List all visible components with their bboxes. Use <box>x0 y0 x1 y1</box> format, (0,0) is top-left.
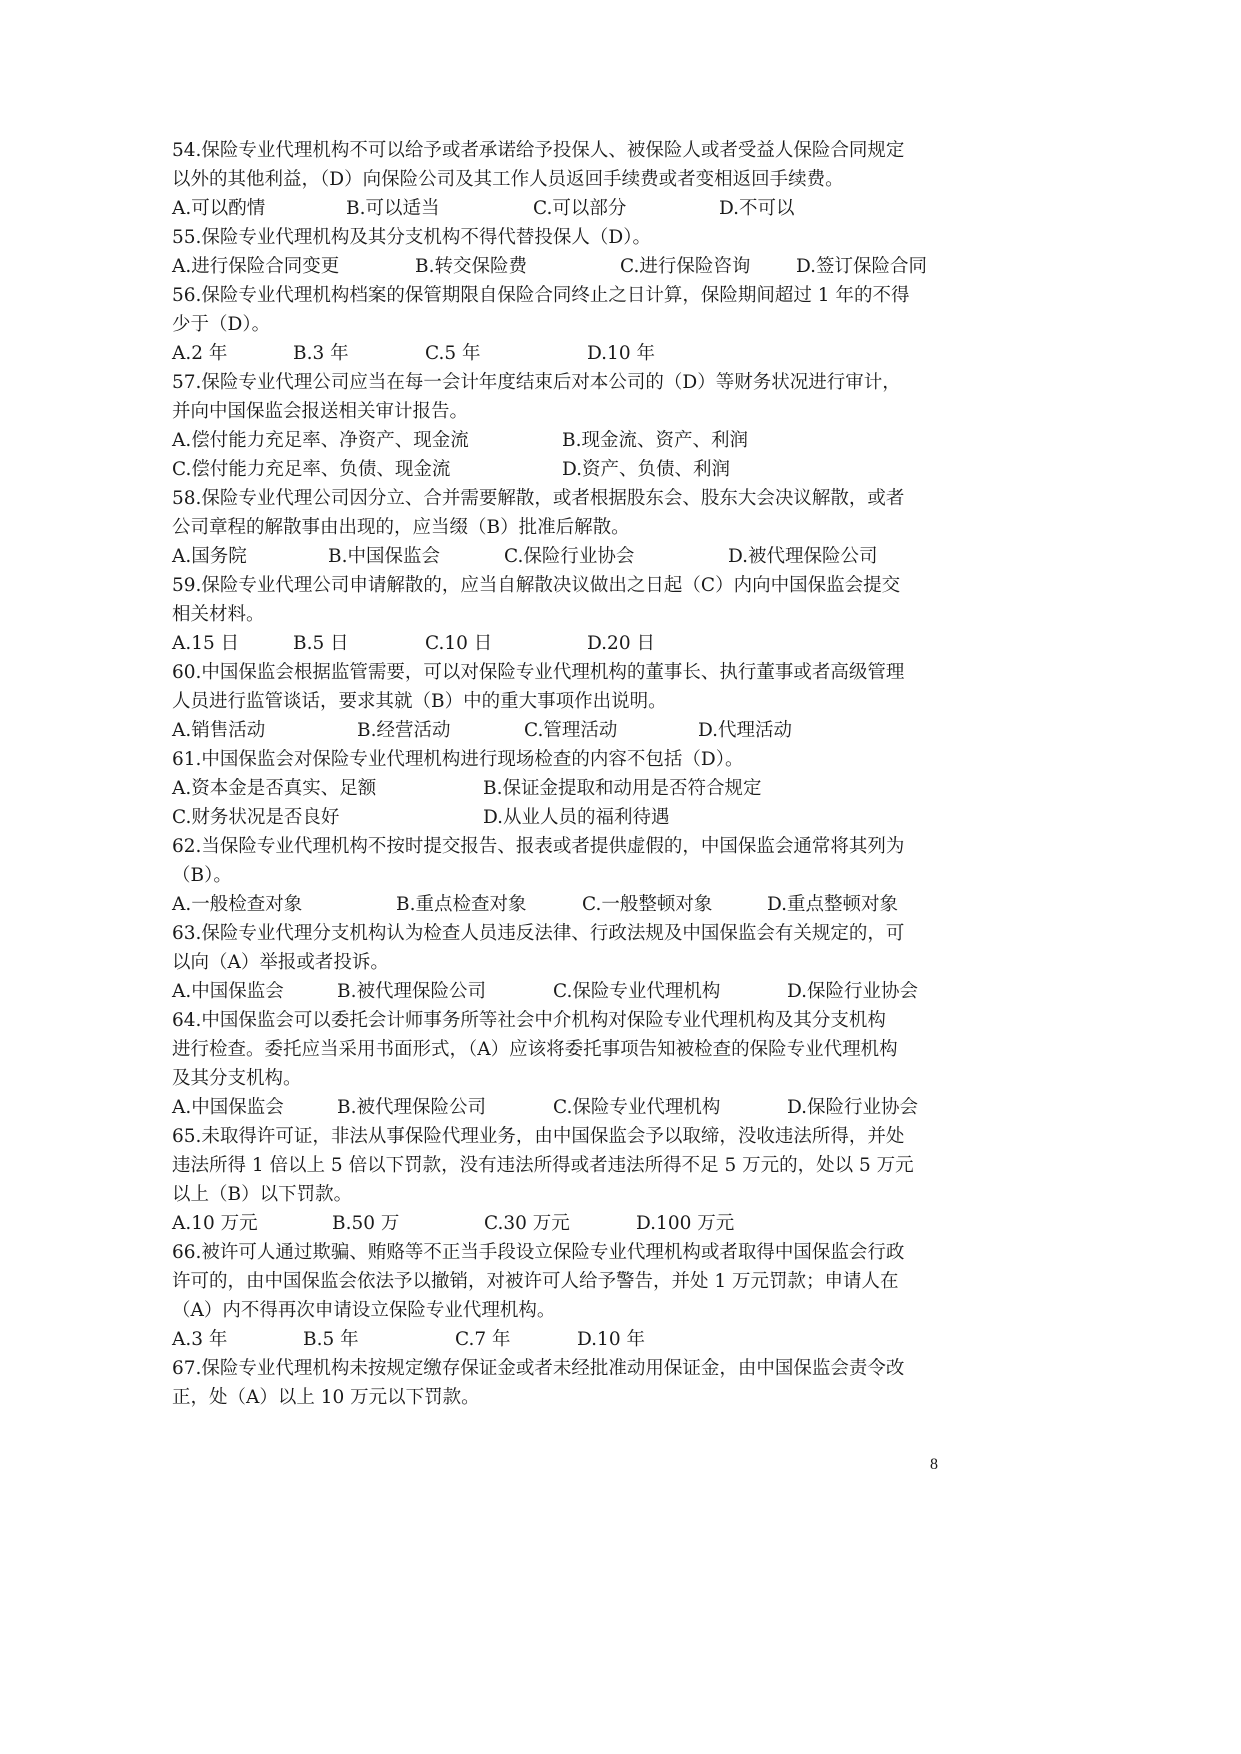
question-58-options-row <box>172 542 952 571</box>
question-66-text-line: （A）内不得再次申请设立保险专业代理机构。 <box>172 1300 556 1321</box>
option-a: A.偿付能力充足率、净资产、现金流 <box>172 430 469 451</box>
option-b: B.5 日 <box>293 633 349 654</box>
question-66-text-line: 66.被许可人通过欺骗、贿赂等不正当手段设立保险专业代理机构或者取得中国保监会行政 <box>172 1242 905 1263</box>
option-d: D.10 年 <box>587 343 655 364</box>
option-b: B.重点检查对象 <box>396 894 527 915</box>
option-b: B.可以适当 <box>346 198 440 219</box>
option-c: C.保险专业代理机构 <box>553 981 721 1002</box>
page-number: 8 <box>930 1456 938 1473</box>
question-60-options-row <box>172 716 952 745</box>
option-a: A.3 年 <box>172 1329 228 1350</box>
question-66-text-line: 许可的，由中国保监会依法予以撤销，对被许可人给予警告，并处 1 万元罚款；申请人在 <box>172 1271 899 1292</box>
option-d: D.100 万元 <box>636 1213 735 1234</box>
option-b: B.被代理保险公司 <box>337 1097 486 1118</box>
option-b: B.被代理保险公司 <box>337 981 486 1002</box>
option-b: B.50 万 <box>332 1213 400 1234</box>
option-c: C.进行保险咨询 <box>620 256 751 277</box>
question-60-text-line: 60.中国保监会根据监管需要，可以对保险专业代理机构的董事长、执行董事或者高级管理 <box>172 662 905 683</box>
question-55-options-row <box>172 252 952 281</box>
option-d: D.签订保险合同 <box>796 256 928 277</box>
question-62-text-line: 62.当保险专业代理机构不按时提交报告、报表或者提供虚假的，中国保监会通常将其列为 <box>172 836 905 857</box>
question-61-options-row <box>172 774 952 803</box>
option-a: A.中国保监会 <box>172 1097 284 1118</box>
document-body <box>172 136 952 1412</box>
option-c: C.管理活动 <box>524 720 618 741</box>
option-a: A.可以酌情 <box>172 198 266 219</box>
option-d: D.代理活动 <box>698 720 793 741</box>
question-57-text-line: 并向中国保监会报送相关审计报告。 <box>172 401 469 422</box>
option-b: B.转交保险费 <box>415 256 527 277</box>
option-a: A.一般检查对象 <box>172 894 303 915</box>
option-b: B.中国保监会 <box>328 546 440 567</box>
question-54-text-line: 以外的其他利益，（D）向保险公司及其工作人员返回手续费或者变相返回手续费。 <box>172 169 844 190</box>
option-d: D.资产、负债、利润 <box>562 459 731 480</box>
option-d: D.不可以 <box>719 198 795 219</box>
question-58-text-line: 公司章程的解散事由出现的，应当缀（B）批准后解散。 <box>172 517 630 538</box>
option-c: C.30 万元 <box>484 1213 570 1234</box>
option-c: C.5 年 <box>425 343 481 364</box>
question-57-text-line: 57.保险专业代理公司应当在每一会计年度结束后对本公司的（D）等财务状况进行审计， <box>172 372 901 393</box>
option-c: C.7 年 <box>455 1329 511 1350</box>
question-56-text-line: 少于（D）。 <box>172 314 271 335</box>
option-b: B.现金流、资产、利润 <box>562 430 748 451</box>
question-60-text-line: 人员进行监管谈话，要求其就（B）中的重大事项作出说明。 <box>172 691 667 712</box>
question-62-options-row <box>172 890 952 919</box>
option-a: A.15 日 <box>172 633 240 654</box>
option-d: D.从业人员的福利待遇 <box>483 807 670 828</box>
option-a: A.中国保监会 <box>172 981 284 1002</box>
question-64-text-line: 进行检查。委托应当采用书面形式，（A）应该将委托事项告知被检查的保险专业代理机构 <box>172 1039 898 1060</box>
option-d: D.重点整顿对象 <box>767 894 899 915</box>
question-58-text-line: 58.保险专业代理公司因分立、合并需要解散，或者根据股东会、股东大会决议解散，或者 <box>172 488 905 509</box>
question-62-text-line: （B）。 <box>172 865 232 886</box>
question-64-text-line: 及其分支机构。 <box>172 1068 302 1089</box>
option-a: A.资本金是否真实、足额 <box>172 778 377 799</box>
question-54-options-row <box>172 194 952 223</box>
question-66-options-row <box>172 1325 952 1354</box>
option-c: C.财务状况是否良好 <box>172 807 340 828</box>
question-63-text-line: 63.保险专业代理分支机构认为检查人员违反法律、行政法规及中国保监会有关规定的，可 <box>172 923 905 944</box>
question-55-text-line: 55.保险专业代理机构及其分支机构不得代替投保人（D）。 <box>172 227 652 248</box>
option-b: B.保证金提取和动用是否符合规定 <box>483 778 762 799</box>
question-57-options-row <box>172 426 952 455</box>
option-d: D.20 日 <box>587 633 655 654</box>
option-c: C.可以部分 <box>533 198 627 219</box>
option-d: D.10 年 <box>577 1329 645 1350</box>
option-c: C.10 日 <box>425 633 493 654</box>
question-65-text-line: 违法所得 1 倍以上 5 倍以下罚款，没有违法所得或者违法所得不足 5 万元的，处以 5 万元 <box>172 1155 914 1176</box>
question-56-options-row <box>172 339 952 368</box>
option-d: D.保险行业协会 <box>787 1097 919 1118</box>
question-59-options-row <box>172 629 952 658</box>
option-c: C.保险行业协会 <box>504 546 635 567</box>
question-64-text-line: 64.中国保监会可以委托会计师事务所等社会中介机构对保险专业代理机构及其分支机构 <box>172 1010 886 1031</box>
question-65-options-row <box>172 1209 952 1238</box>
option-a: A.10 万元 <box>172 1213 258 1234</box>
question-59-text-line: 相关材料。 <box>172 604 265 625</box>
question-67-text-line: 正，处（A）以上 10 万元以下罚款。 <box>172 1387 480 1408</box>
option-a: A.2 年 <box>172 343 228 364</box>
question-61-options-row <box>172 803 952 832</box>
question-64-options-row <box>172 1093 952 1122</box>
option-a: A.国务院 <box>172 546 247 567</box>
question-57-options-row <box>172 455 952 484</box>
option-c: C.保险专业代理机构 <box>553 1097 721 1118</box>
option-c: C.偿付能力充足率、负债、现金流 <box>172 459 451 480</box>
question-67-text-line: 67.保险专业代理机构未按规定缴存保证金或者未经批准动用保证金，由中国保监会责令改 <box>172 1358 905 1379</box>
option-a: A.进行保险合同变更 <box>172 256 340 277</box>
option-d: D.保险行业协会 <box>787 981 919 1002</box>
option-d: D.被代理保险公司 <box>728 546 878 567</box>
question-56-text-line: 56.保险专业代理机构档案的保管期限自保险合同终止之日计算，保险期间超过 1 年的不得 <box>172 285 910 306</box>
option-c: C.一般整顿对象 <box>582 894 713 915</box>
option-b: B.经营活动 <box>357 720 451 741</box>
question-61-text-line: 61.中国保监会对保险专业代理机构进行现场检查的内容不包括（D）。 <box>172 749 744 770</box>
option-b: B.5 年 <box>303 1329 359 1350</box>
question-65-text-line: 65.未取得许可证，非法从事保险代理业务，由中国保监会予以取缔，没收违法所得，并处 <box>172 1126 905 1147</box>
question-54-text-line: 54.保险专业代理机构不可以给予或者承诺给予投保人、被保险人或者受益人保险合同规定 <box>172 140 905 161</box>
question-65-text-line: 以上（B）以下罚款。 <box>172 1184 353 1205</box>
question-63-text-line: 以向（A）举报或者投诉。 <box>172 952 389 973</box>
option-b: B.3 年 <box>293 343 349 364</box>
question-63-options-row <box>172 977 952 1006</box>
option-a: A.销售活动 <box>172 720 266 741</box>
question-59-text-line: 59.保险专业代理公司申请解散的，应当自解散决议做出之日起（C）内向中国保监会提交 <box>172 575 901 596</box>
